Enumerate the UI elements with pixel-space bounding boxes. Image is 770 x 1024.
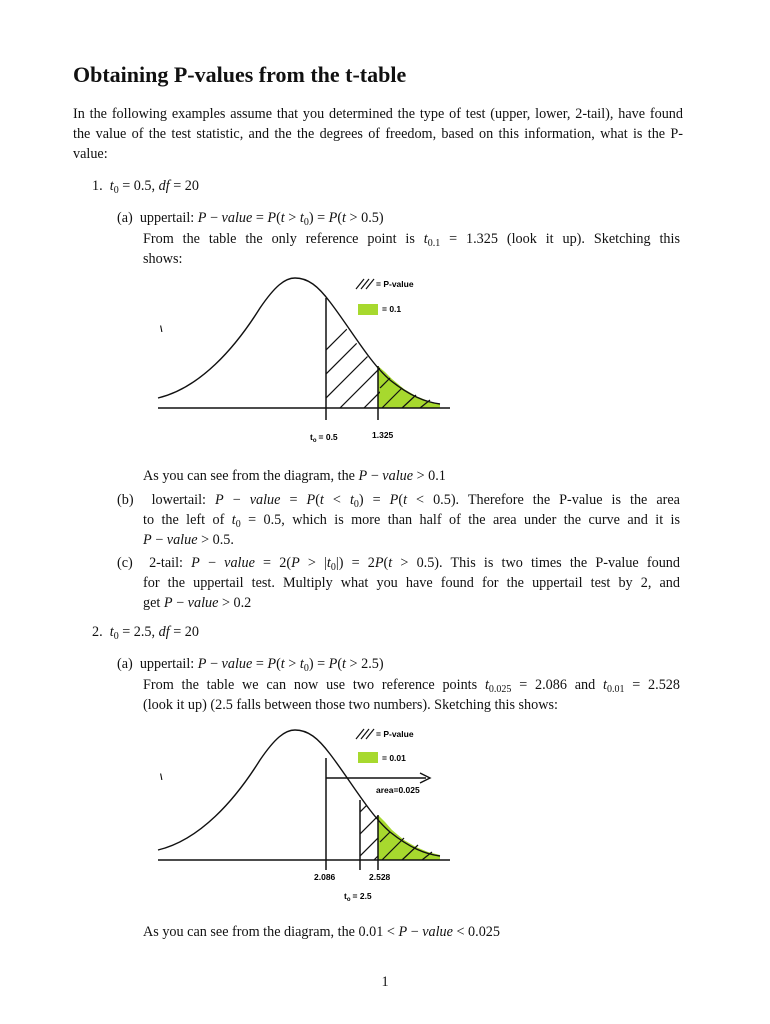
legend-pvalue-swatch: [356, 729, 374, 739]
legend-pvalue-label: = P-value: [376, 279, 414, 289]
example-2a-text: From the table we can now use two reference points $t_{0.025} = 2.086$ and $t_{0.01} = 2.528$ (look it up) (2.5 falls between those two numbers). Sketching this shows:: [143, 677, 680, 713]
legend-area-label: = 0.1: [382, 304, 402, 314]
stray-mark: \: [160, 324, 163, 334]
example-1c-text: (c) 2-tail: P − value = $2(P > |t_0|) = 2P(t > 0.5)$. This is two times the P-value found for the uppertail test. Multiply what you have found for the uppertail test by 2, and get P − value > 0.2: [117, 555, 680, 611]
example-1a-line: (a) uppertail: P − value = $P(t > t_0) = P(t > 0.5)$: [117, 210, 384, 228]
figure-1-t-distribution: [140, 268, 460, 448]
ref-label: 1.325: [372, 430, 394, 440]
example-2-header: 2. $t_0 = 2.5$, df = 20: [92, 624, 199, 642]
example-2a-line: (a) uppertail: P − value = $P(t > t_0) = P(t > 2.5)$: [117, 656, 384, 674]
page-title: Obtaining P-values from the t-table: [73, 62, 407, 87]
ref1-label: 2.086: [314, 872, 336, 882]
legend-pvalue-swatch: [356, 279, 374, 289]
example-1-after-figure: As you can see from the diagram, the P − value > 0.1: [143, 468, 446, 484]
example-1-header: 1. $t_0 = 0.5$, df = 20: [92, 178, 199, 196]
legend-green-swatch: [358, 304, 378, 315]
legend-area-label: = 0.01: [382, 753, 406, 763]
figure-2-t-distribution: [140, 718, 460, 908]
arrow-label: area=0.025: [376, 785, 420, 795]
example-1a-text: From the table the only reference point is $t_{0.1} = 1.325$ (look it up). Sketching this shows:: [143, 231, 680, 267]
example-1b-text: (b) lowertail: P − value = $P(t < t_0) = P(t < 0.5)$. Therefore the P-value is the area to the left of $t_0 = 0.5$, which is more than half of the area under the curve and it is P − value > 0.5.: [117, 492, 681, 548]
intro-paragraph: In the following examples assume that you determined the type of test (upper, lower, 2-tail), have found the value of the test statistic, and the the degrees of freedom, based on this information, what is the P-value:: [73, 106, 683, 162]
legend-green-swatch: [358, 752, 378, 763]
example-2-after-figure: As you can see from the diagram, the 0.01 < P − value < 0.025: [143, 924, 500, 940]
density-curve: [158, 278, 440, 404]
legend-pvalue-label: = P-value: [376, 729, 414, 739]
ref2-label: 2.528: [369, 872, 391, 882]
stray-mark: \: [160, 772, 163, 782]
t0-label: $t_o = 0.5$: [310, 432, 338, 444]
page-number: 1: [381, 974, 389, 990]
t0-label: $t_o = 2.5$: [344, 891, 372, 903]
